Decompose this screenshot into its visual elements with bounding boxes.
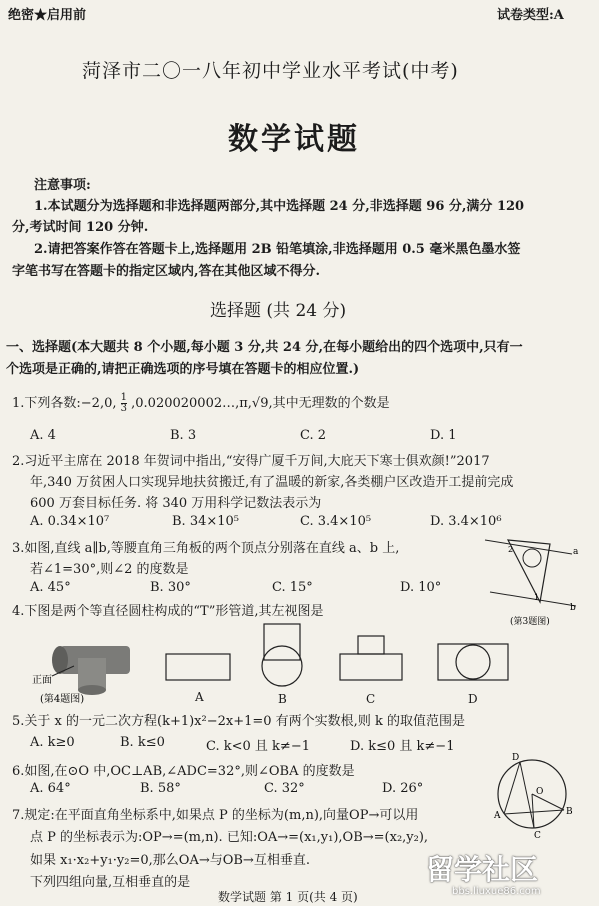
- question-7-line: 下列四组向量,互相垂直的是: [30, 875, 191, 890]
- subject-title: 数学试题: [228, 122, 360, 157]
- option-d-figure: [436, 640, 510, 684]
- option: C. k<0 且 k≠−1: [206, 739, 310, 754]
- option: A. 4: [30, 428, 56, 443]
- option: A. 64°: [30, 781, 71, 796]
- exam-title: 菏泽市二〇一八年初中学业水平考试(中考): [82, 60, 459, 82]
- point-label: A: [494, 811, 501, 821]
- question-1-stem-b: ,0.020020002…,π,√9,其中无理数的个数是: [131, 396, 390, 411]
- fraction-denominator: 3: [120, 403, 127, 414]
- question-4-line: 4.下图是两个等直径圆柱构成的“T”形管道,其左视图是: [12, 604, 324, 619]
- notes-line: 1.本试题分为选择题和非选择题两部分,其中选择题 24 分,非选择题 96 分,满分 120: [34, 199, 525, 214]
- front-label: 正面: [32, 675, 52, 686]
- option: A. 0.34×10⁷: [30, 514, 110, 529]
- option: D. 26°: [382, 781, 424, 796]
- option: B. 58°: [140, 781, 181, 796]
- option-a-figure: [165, 650, 233, 684]
- watermark-url: bbs.liuxue86.com: [452, 886, 541, 897]
- question-1-stem-a: 1.下列各数:−2,0,: [12, 396, 117, 411]
- instructions-line: 个选项是正确的,请把正确选项的序号填在答题卡的相应位置.): [6, 362, 360, 377]
- question-2-line: 年,340 万贫困人口实现异地扶贫搬迁,有了温暖的新家,各类棚户区改造开工提前完成: [30, 475, 514, 490]
- page-footer: 数学试题 第 1 页(共 4 页): [218, 890, 358, 904]
- figure-caption: (第3题图): [510, 617, 550, 627]
- notes-line: 2.请把答案作答在答题卡上,选择题用 2B 铅笔填涂,非选择题用 0.5 毫米黑色墨水签: [34, 242, 521, 257]
- question-3-line: 3.如图,直线 a∥b,等腰直角三角板的两个顶点分别落在直线 a、b 上,: [12, 541, 400, 556]
- question-3-line: 若∠1=30°,则∠2 的度数是: [30, 562, 189, 577]
- notes-line: 分,考试时间 120 分钟.: [12, 220, 149, 235]
- point-label: B: [566, 807, 573, 817]
- option: D. 10°: [400, 580, 442, 595]
- option: D. 1: [430, 428, 457, 443]
- option: D. 3.4×10⁶: [430, 514, 502, 529]
- angle-1-label: 1: [534, 593, 540, 602]
- notes-heading: 注意事项:: [34, 178, 91, 193]
- option: C. 15°: [272, 580, 313, 595]
- question-7-line: 点 P 的坐标表示为:OP→=(m,n). 已知:OA→=(x₁,y₁),OB→=(x₂,y₂),: [30, 830, 429, 845]
- question-6-figure: [490, 748, 578, 840]
- option-letter: C: [366, 692, 376, 706]
- option-letter: D: [468, 692, 478, 706]
- option: D. k≤0 且 k≠−1: [350, 739, 455, 754]
- point-label: C: [534, 831, 541, 840]
- line-b-label: b: [570, 603, 576, 613]
- option-c-figure: [338, 634, 406, 684]
- option-b-figure: [258, 622, 306, 690]
- watermark-logo: 留学社区: [426, 853, 539, 886]
- option: A. k≥0: [30, 735, 75, 750]
- option: B. 30°: [150, 580, 191, 595]
- option: C. 32°: [264, 781, 305, 796]
- figure-caption: (第4题图): [40, 694, 85, 705]
- line-a-label: a: [573, 547, 579, 557]
- option: B. 34×10⁵: [172, 514, 240, 529]
- option: C. 2: [300, 428, 327, 443]
- question-4-pipe-figure: [30, 628, 140, 708]
- question-3-figure: [480, 528, 580, 628]
- notes-line: 字笔书写在答题卡的指定区域内,答在其他区域不得分.: [12, 264, 321, 279]
- question-5-line: 5.关于 x 的一元二次方程(k+1)x²−2x+1=0 有两个实数根,则 k 的取值范围是: [12, 714, 465, 729]
- option-letter: A: [195, 690, 204, 704]
- question-2-line: 2.习近平主席在 2018 年贺词中指出,“安得广厦千万间,大庇天下寒士俱欢颜!”2017: [12, 454, 490, 469]
- point-label: D: [512, 753, 520, 763]
- question-1-stem: [12, 392, 390, 414]
- option: B. 3: [170, 428, 197, 443]
- question-7-line: 7.规定:在平面直角坐标系中,如果点 P 的坐标为(m,n),向量OP→可以用: [12, 808, 419, 823]
- paper-type-label: 试卷类型:A: [497, 8, 564, 23]
- option-letter: B: [278, 692, 287, 706]
- option: C. 3.4×10⁵: [300, 514, 372, 529]
- question-2-line: 600 万套目标任务. 将 340 万用科学记数法表示为: [30, 496, 322, 511]
- point-label: O: [536, 787, 544, 797]
- question-7-line: 如果 x₁·x₂+y₁·y₂=0,那么OA→与OB→互相垂直.: [30, 853, 310, 868]
- question-6-line: 6.如图,在⊙O 中,OC⊥AB,∠ADC=32°,则∠OBA 的度数是: [12, 764, 355, 779]
- instructions-line: 一、选择题(本大题共 8 个小题,每小题 3 分,共 24 分,在每小题给出的四个选项中,只有一: [6, 340, 523, 355]
- fraction-numerator: 1: [120, 392, 127, 403]
- angle-2-label: 2: [508, 545, 514, 554]
- confidential-label: 绝密★启用前: [8, 8, 87, 23]
- section-title: 选择题 (共 24 分): [210, 301, 347, 321]
- option: B. k≤0: [120, 735, 165, 750]
- option: A. 45°: [30, 580, 71, 595]
